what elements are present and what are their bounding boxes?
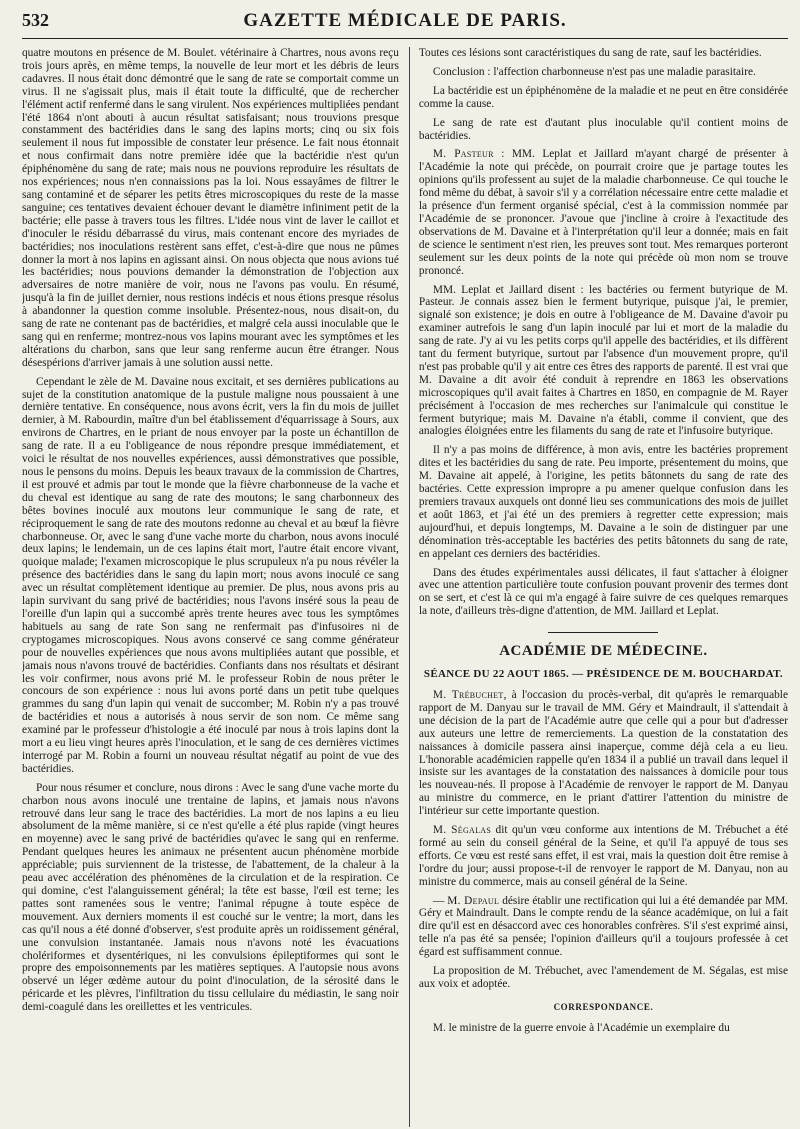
paragraph: Toutes ces lésions sont caractéristiques du sang de rate, sauf les bactéridies. xyxy=(418,47,762,59)
section-divider xyxy=(548,632,658,633)
speaker-name: M. Trébuchet xyxy=(432,688,504,701)
paragraph: Le sang de rate est d'autant plus inoculable qu'il contient moins de bactéridies. xyxy=(418,116,788,142)
left-column xyxy=(22,47,399,1127)
paragraph: M. le ministre de la guerre envoie à l'Académie un exemplaire du xyxy=(432,1021,730,1034)
paragraph: Il n'y a pas moins de différence, à mon avis, entre les bactéries proprement dites et les bactéridies du sang de rate. Peu importe, présentement du moins, que M. Davaine ait appelé, à l'origine, les petits bâtonnets du sang de rate des bactéries. Cette expression impropre a pu amener quelque confusion dans les premiers travaux auxquels ont donné lieu ses communications des mois de juillet et août 1863, et j'ai été un des premiers à regretter cette expression; mais aujourd'hui, et depuis longtemps, M. Davaine a le soin de distinguer par une dénomination très-acceptable les bactéries des petits bâtonnets du sang de rate, en appelant ces derniers des bactéridies. xyxy=(418,444,788,560)
speaker-text: désire établir une rectification qui lui a été demandée par MM. Géry et Maindrault. Dans le compte rendu de la séance académique, on lui a fait dire qu'il est en désaccord avec ces honorables confrères. S'il s'est exprimé ainsi, telle n'a pas été sa pensée; l'opinion d'ailleurs qu'il a toujours professée à cet égard est suffisamment connue. xyxy=(418,894,788,959)
paragraph: MM. Leplat et Jaillard disent : les bactéries ou ferment butyrique de M. Pasteur. Je connais assez bien le ferment butyrique, puisque j'ai, le premier, signalé son existence; je dois en outre à l'obligeance de M. Davaine d'avoir pu examiner autrefois le sang d'un lapin inoculé par lui et mort de la maladie du sang de rate. J'y ai vu les petits corps qu'il appelle des bactéridies, et ils diffèrent tant du ferment butyrique, surtout par l'absence d'un mouvement propre, qu'il n'est pas probable qu'il y ait entre ces êtres des rapports de parenté. Il est vrai que M. Davaine a dit avoir été conduit à reprendre en 1863 les observations microscopiques qu'il avait faites à Chartres en 1850, en compagnie de M. Rayer précisément à l'occasion de mes recherches sur l'animalcule qui constitue le ferment butyrique; mais M. Davaine n'a établi, comme il convient, que des analogies éloignées entre les filaments du sang de rate et l'infusoire butyrique. xyxy=(418,283,788,438)
paragraph: Dans des études expérimentales aussi délicates, il faut s'attacher à éloigner avec une attention particulière toute confusion pouvant provenir des termes dont on se sert, et c'est là ce qui m'a engagé à faire suivre de ces quelques remarques la note, d'ailleurs très-digne d'attention, de MM. Jaillard et Leplat. xyxy=(418,566,788,618)
depaul-paragraph: — M. Depaul désire établir une rectification qui lui a été demandée par MM. Géry et Maindrault. Dans le compte rendu de la séance académique, on lui a fait dire qu'il est en désaccord avec ces honorables confrères. S'il s'est exprimé ainsi, telle n'a pas été sa pensée; l'opinion d'ailleurs qu'il a toujours professée à cet égard est suffisamment connue. xyxy=(418,894,788,959)
columns xyxy=(22,47,788,1127)
paragraph: quatre moutons en présence de M. Boulet. vétérinaire à Chartres, nous avons reçu trois jours après, en même temps, la nouvelle de leur mort et les débris de leurs cadavres. Il nous était donc démontré que le sang de rate se comportait comme un virus. Il ne s'agissait plus, mais il était toute la difficulté, que de rechercher l'élément actif renfermé dans le sang virulent. Nos expériences multipliées pendant l'été 1864 n'ont abouti à aucun résultat satisfaisant; nous trouvions presque constamment des bactéridies dans le sang des lapins morts; cinq ou six fois seulement il nous fut impossible de constater leur présence. Le fait nous étonnait et nous confirmait dans notre première idée que la bactéridie n'est qu'un épiphénomène du sang de rate; mais nous ne pouvions reproduire les résultats de nos expériences; nous n'en connaissions pas la loi. Nous essayâmes de filtrer le sang contaminé et de séparer les petits êtres microscopiques du reste de la masse sanguine; ces tentatives devaient échouer devant le diamètre infiniment petit de la bactérie; elle passe à travers tous les filtres. L'idée nous vint de laver le caillot et d'inoculer le résidu débarrassé du virus, mais contenant encore des myriades de bactéridies; nos inoculations restèrent sans effet, c'est-à-dire que nous ne pûmes donner la mort à nos lapins en agissant ainsi. On nous objecta que nous avions tué les bactéridies; nous pouvions demander la démonstration de l'objection aux adversaires de notre manière de voir, nous ne l'avons pas voulu. En résumé, jusqu'à la fin de juillet dernier, nous restions indécis et nous étions presque résolus à abandonner la question comme insoluble. Présentez-nous, nous disait-on, du sang de rate ne contenant pas de bactéridies, et malgré cela aussi inoculable que le sang qui en renferme; montrez-nous vos lapins mourant avec les symptômes et les altérations du charbon, sans que leur sang renferme aucun être étranger. Nous désespérions d'arriver jamais à une solution aussi nette. xyxy=(22,47,399,369)
right-column xyxy=(409,47,788,1127)
pasteur-paragraph xyxy=(419,148,788,277)
trebuchet-paragraph xyxy=(419,689,788,818)
segalas-paragraph xyxy=(419,824,788,889)
journal-title: GAZETTE MÉDICALE DE PARIS. xyxy=(243,10,567,31)
paragraph: Pour nous résumer et conclure, nous dirons : Avec le sang d'une vache morte du charbon nous avons inoculé une trentaine de lapins, et jamais nous n'avons retrouvé dans leur sang le trace des bactéridies. La mort de nos lapins a eu lieu absolument de la même manière, si ce n'est qu'elle a été plus rapide (vingt heures en moyenne) avec le sang privé de bactéridies qu'avec le sang qui en renferme. Pendant quelques heures les animaux ne présentent aucun phénomène morbide appréciable; puis surviennent de la tristesse, de l'abattement, de la chaleur à la peau avec accélération des phénomènes de la circulation et de la respiration. Ce qui domine, c'est l'alanguissement général; la tête est basse, l'œil est terne; les pattes sont ramenées sous le ventre; l'animal répugne à toute espèce de mouvement. Aux derniers moments il est couché sur le ventre; la mort, dans les cas qu'il nous a été donné d'observer, s'est produite après un roidissement général, une convulsion instantanée. Jamais nous n'avons noté les évacuations cholériformes et dysentériques, ni les convulsions épileptiformes qui sont le propre des empoisonnements par les matières septiques. A l'autopsie nous avons observé un léger œdème autour du point d'inoculation, de la sérosité dans le péricarde et les plèvres, l'infiltration du tissu cellulaire du médiastin, le sang noir demi-coagulé dans les oreillettes et les ventricules. xyxy=(22,781,399,1014)
speaker-text: dit qu'un vœu conforme aux intentions de M. Trébuchet a été formé au sein du conseil général de la Seine, et qu'il l'a appuyé de tous ses efforts. Ce vœu est resté sans effet, il est vrai, mais la question doit être remise à l'ordre du jour; aussi propose-t-il de renvoyer le rapport de M. Danyau, non au ministre du commerce, mais au conseil général de la Seine. xyxy=(418,824,788,888)
page-number: 532 xyxy=(22,10,49,30)
speaker-text: : MM. Leplat et Jaillard m'ayant chargé de présenter à l'Académie la note qui précède, on pourrait croire que je partage toutes les opinions qu'ils professent au sujet de la maladie charbonneuse. Ce qui touche le fond même du débat, à savoir s'il y a corrélation nécessaire entre cette maladie et la présence d'un ferment organisé spécial, c'est à la commission nommée par l'Académie de se prononcer. J'avoue que j'incline à croire à l'exactitude des observations de M. Davaine et à l'interprétation qu'il leur a donnée; mais en fait de science le sentiment n'est rien, les preuves sont tout. Mes remarques porteront seulement sur les deux points de la note qui précède où mon nom se trouve prononcé. xyxy=(418,148,788,277)
speaker-name: M. Ségalas xyxy=(432,824,492,837)
paragraph: Conclusion : l'affection charbonneuse n'est pas une maladie parasitaire. xyxy=(432,65,756,78)
paragraph: La bactéridie est un épiphénomène de la maladie et ne peut en être considérée comme la cause. xyxy=(418,84,788,110)
speaker-name: M. Depaul xyxy=(447,894,500,907)
correspondence-heading: CORRESPONDANCE. xyxy=(553,1001,654,1012)
section-title: ACADÉMIE DE MÉDECINE. xyxy=(499,643,708,660)
paragraph: Cependant le zèle de M. Davaine nous excitait, et ses dernières publications au sujet de la constitution anatomique de la pustule maligne nous poussaient à une dernière tentative. En conséquence, nous avons écrit, vers la fin du mois de juillet dernier, à M. Rabourdin, maître d'un bel établissement d'équarrissage à Sours, aux environs de Chartres, en le priant de nous envoyer par la poste un échantillon de sang de rate. Il a eu l'obligeance de nous répondre presque immédiatement, et voici le résultat de nos nouvelles expériences, aussi démonstratives que possible, nous le pensons du moins. Depuis les beaux travaux de la commission de Chartres, il est prouvé et admis par tout le monde que la fièvre charbonneuse de la vache et du cheval est identique au sang de rate des moutons; le sang charbonneux des bêtes bovines inoculé aux moutons leur communique le sang de rate, et réciproquement le sang de rate des moutons redonne au cheval et au bœuf la fièvre charbonneuse. Or, avec le sang d'une vache morte du charbon, nous avons inoculé deux lapins; le lendemain, un de ces lapins était mort, l'autre était encore vivant, quoique malade; l'examen microscopique le plus scrupuleux n'a pu nous révéler la présence des bactéridies dans le sang du lapin mort; nous avons inoculé ce sang avec un résultat complètement identique au premier. De plus, nous avons pris au lapin survivant du sang privé de bactéridies; nous l'avons inséré sous la peau de l'oreille d'un lapin qui a succombé après trente heures avec tous les symptômes habituels au sang de rate Son sang ne renfermait pas d'infusoires ni de cryptogames microscopiques. Nous avons conservé ce sang comme générateur pour de nouvelles expériences que nous avons multipliées autant que possible, et jamais nous n'avons trouvé de bactéridies. Confiants dans nos résultats et désirant les voir confirmer, nous avons prié M. le professeur Robin de nous prêter le concours de son expérience : nous lui avons porté dans un petit tube quelques grammes du sang d'un lapin qui venait de succomber; M. Robin n'y a pas trouvé de bactéridies et nous a autorisés à nous servir de son nom. Ce même sang examiné par le professeur d'histologie a été inoculé par nous à trois lapins dont la mort a eu lieu vingt heures après l'inoculation, et le sang de ces dernières victimes interrogé par M. Robin a fourni un nouveau résultat négatif au point de vue des bactéridies. xyxy=(22,375,399,775)
page-header xyxy=(22,10,788,39)
paragraph: La proposition de M. Trébuchet, avec l'amendement de M. Ségalas, est mise aux voix et adoptée. xyxy=(418,965,788,990)
session-heading: SÉANCE DU 22 AOUT 1865. — PRÉSIDENCE DE M. BOUCHARDAT. xyxy=(423,668,783,681)
speaker-name: M. Pasteur xyxy=(432,148,494,161)
speaker-text: , à l'occasion du procès-verbal, dit qu'après le remarquable rapport de M. Danyau sur le travail de MM. Géry et Maindrault, il s'attendait à une décision de la part de l'Académie autre que celle qui a pour but d'adresser aux auteurs une lettre de remerciements. La question de la constatation des naissances à domicile passera ainsi inaperçue, comme déjà cela a eu lieu. L'honorable académicien rappelle qu'en 1834 il a publié un travail dans lequel il insiste sur les avantages de la constatation des naissances à domicile pour tous les nouveau-nés. Il propose à l'Académie de renvoyer le rapport de M. Danyau au ministre du commerce, en le priant d'attirer l'attention du ministre de l'intérieur sur cette importante question. xyxy=(418,688,788,818)
